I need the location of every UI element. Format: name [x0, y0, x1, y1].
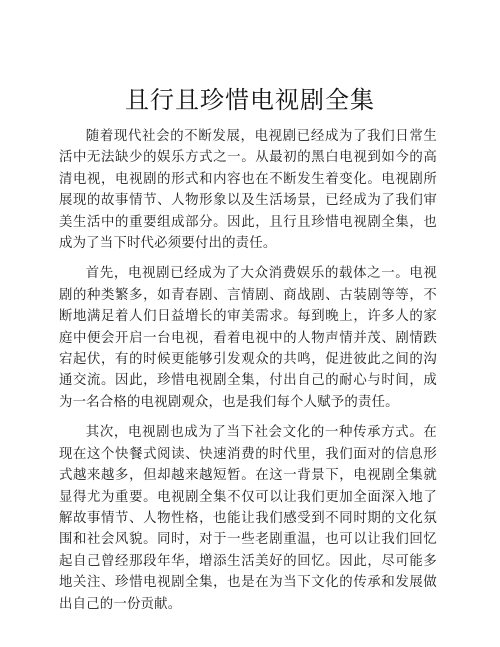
paragraph-second-point: 其次，电视剧也成为了当下社会文化的一种传承方式。在现在这个快餐式阅读、快速消费的时代里，我们面对的信息形式越来越多，但却越来越短暂。在这一背景下，电视剧全集就显得尤为重要。电视剧全集不仅可以让我们更加全面深入地了解故事情节、人物性格，也能让我们感受到不同时期的文化氛围和社会风貌。同时，对于一些老剧重温，也可以让我们回忆起自己曾经那段年华，增添生活美好的回忆。因此，尽可能多地关注、珍惜电视剧全集，也是在为当下文化的传承和发展做出自己的一份贡献。	[59, 425, 437, 612]
document-body	[59, 126, 437, 624]
paragraph-intro: 随着现代社会的不断发展，电视剧已经成为了我们日常生活中无法缺少的娱乐方式之一。从最初的黑白电视到如今的高清电视，电视剧的形式和内容也在不断发生着变化。电视剧所展现的故事情节、人物形象以及生活场景，已经成为了我们审美生活中的重要组成部分。因此，且行且珍惜电视剧全集，也成为了当下时代必须要付出的责任。	[59, 129, 437, 252]
paragraph-first-point: 首先，电视剧已经成为了大众消费娱乐的载体之一。电视剧的种类繁多，如青春剧、言情剧、商战剧、古装剧等等，不断地满足着人们日益增长的审美需求。每到晚上，许多人的家庭中便会开启一台电视，看着电视中的人物声情并茂、剧情跌宕起伏，有的时候更能够引发观众的共鸣，促进彼此之间的沟通交流。因此，珍惜电视剧全集，付出自己的耐心与时间，成为一名合格的电视剧观众，也是我们每个人赋予的责任。	[59, 266, 437, 410]
document-title: 且行且珍惜电视剧全集	[125, 86, 375, 114]
